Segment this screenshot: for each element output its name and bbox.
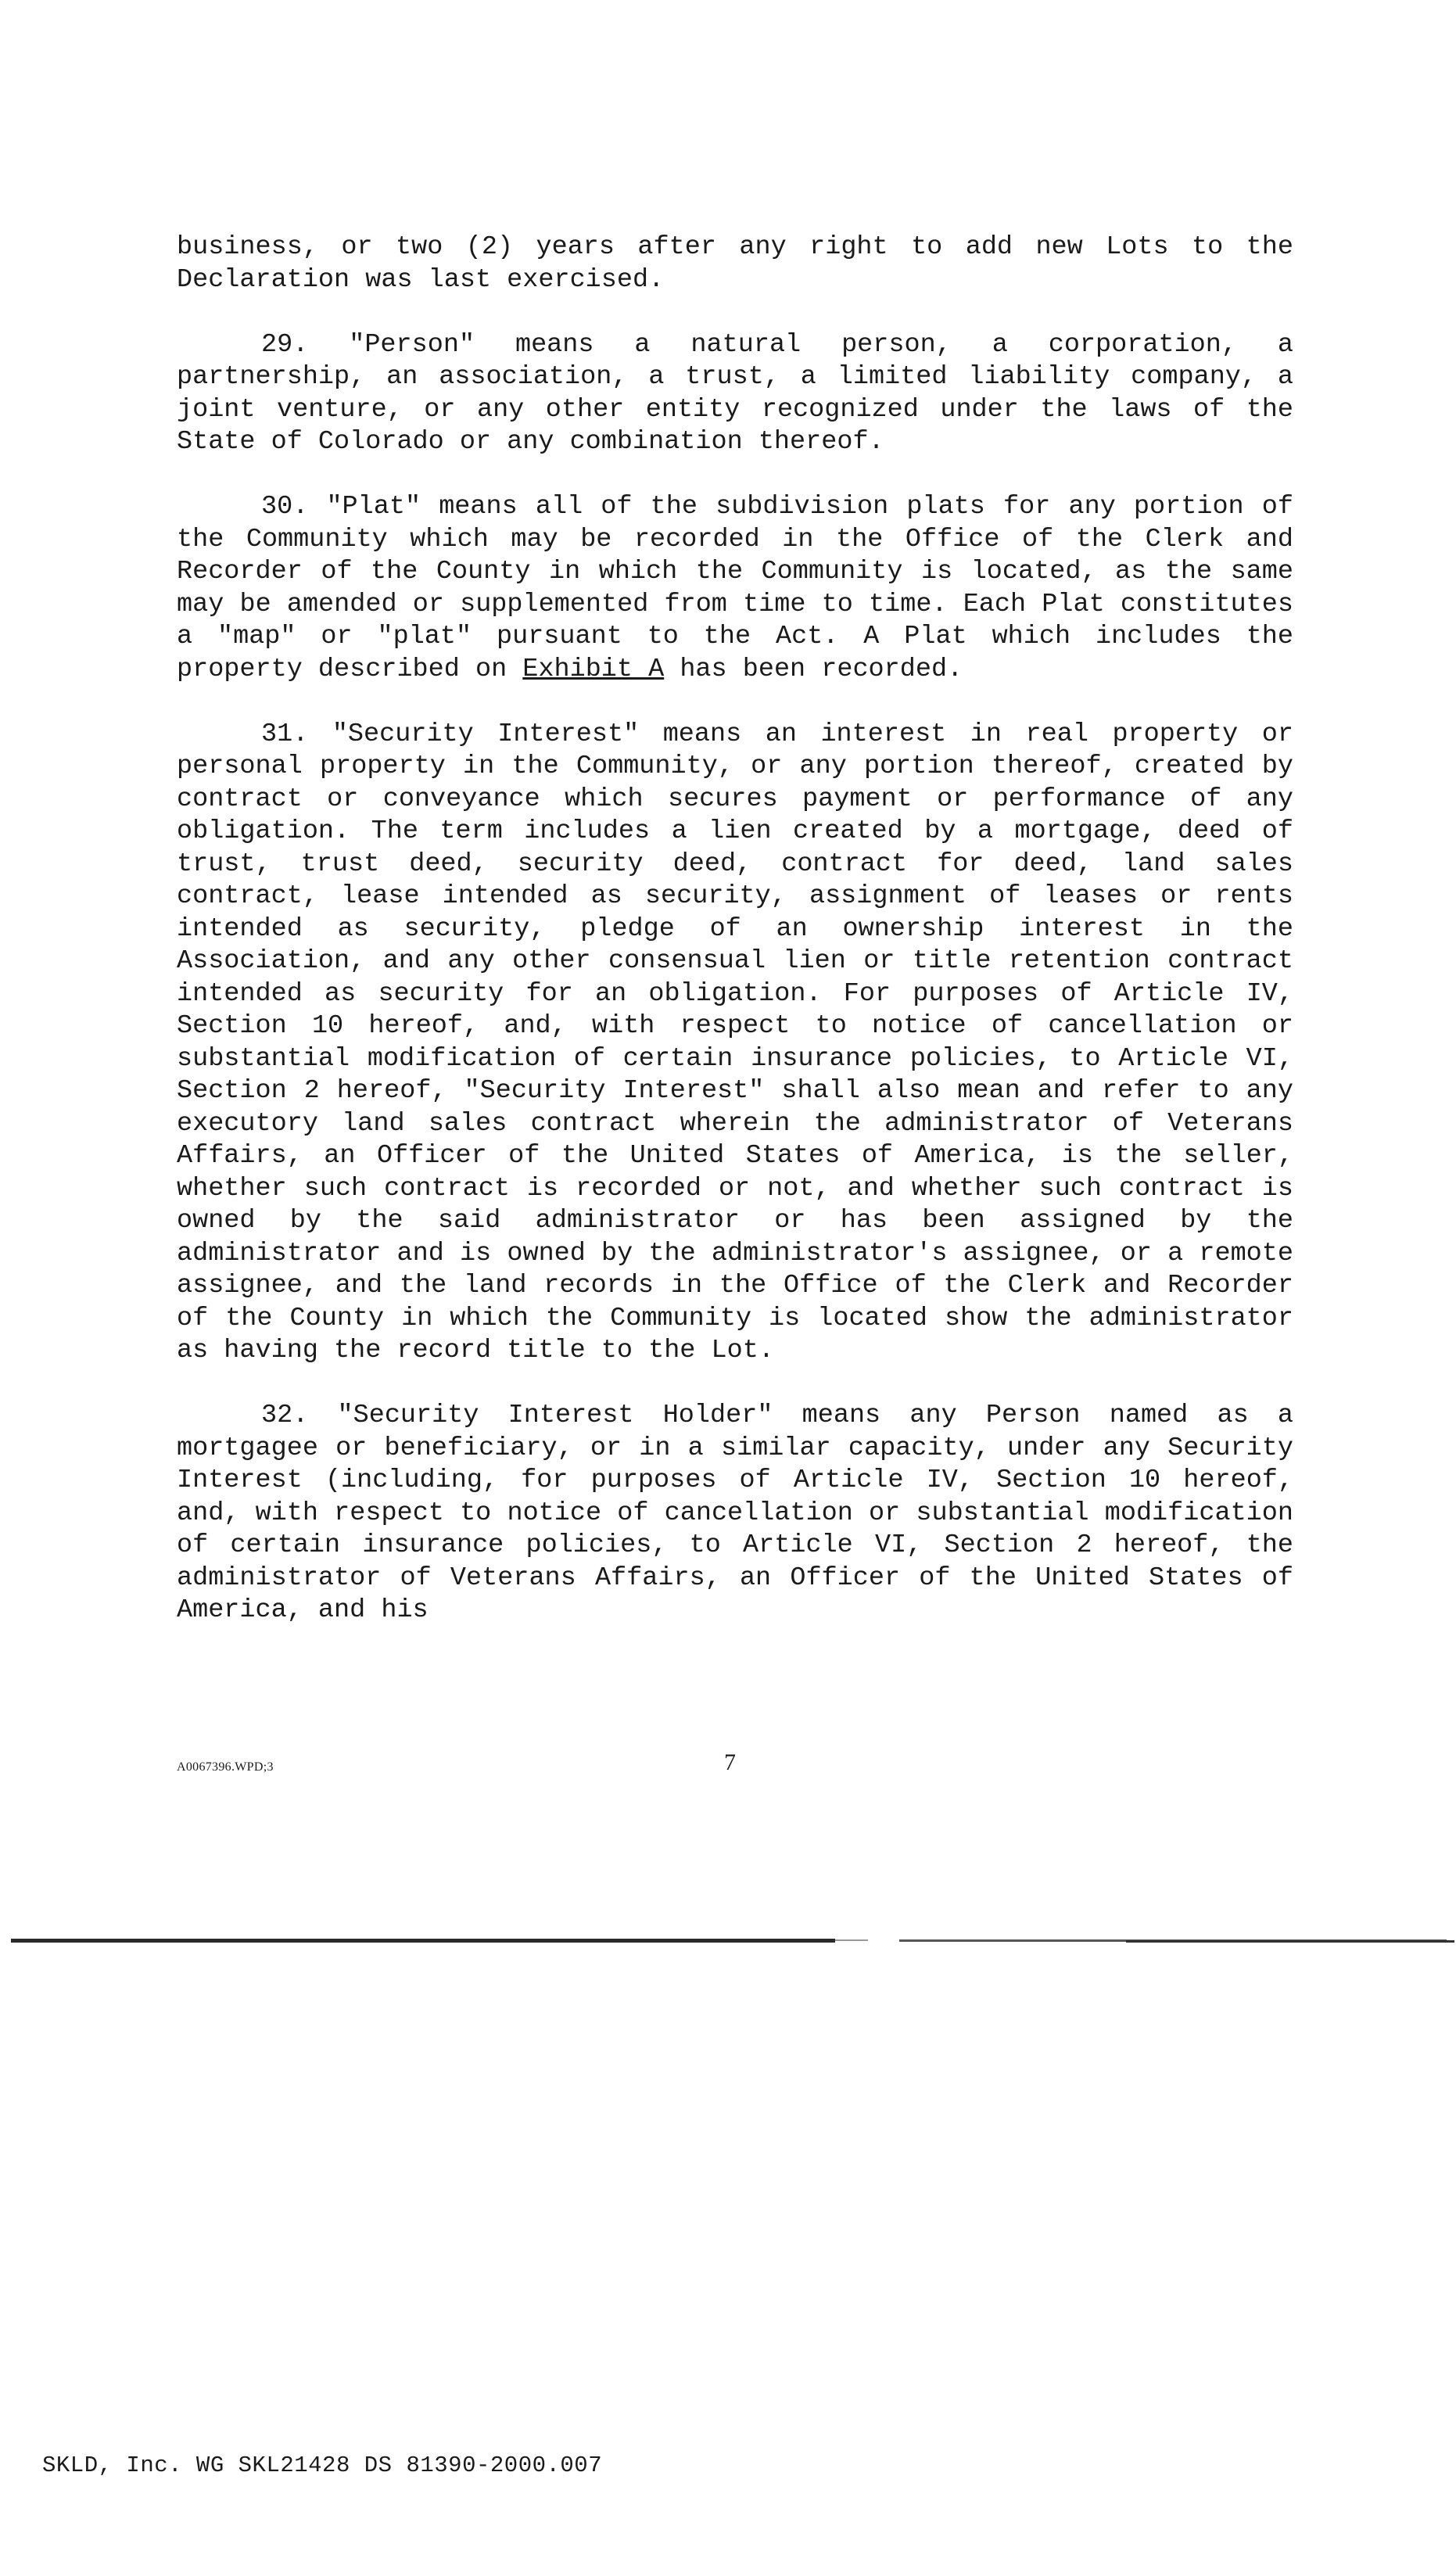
paragraph-30-plat: [177, 491, 1293, 686]
paragraph-30-text-after: has been recorded.: [664, 654, 963, 684]
paragraph-29-person: 29. "Person" means a natural person, a corporation, a partnership, an association, a trust, a limited liability company, a joint venture, or any other entity recognized under the laws of the State of Colorado or any combination thereof.: [177, 329, 1293, 457]
page-separator-rule: [11, 1939, 835, 1943]
paragraph-32-security-interest-holder: 32. "Security Interest Holder" means any Person named as a mortgagee or beneficiary, or in a similar capacity, under any Security Interest (including, for purposes of Article IV, Section 10 hereof, and, with respect to notice of cancellation or substantial modification of certain insurance policies, to Article VI, Section 2 hereof, the administrator of Veterans Affairs, an Officer of the United States of America, and his: [177, 1401, 1293, 1625]
paragraph-30-text-before: 30. "Plat" means all of the subdivision plats for any portion of the Community which may be recorded in the Office of the Clerk and Recorder of the County in which the Community is located, as the same may be amended or supplemented from time to time. Each Plat constitutes a "map" or "plat" pursuant to the Act. A Plat which includes the property described on: [177, 492, 1293, 684]
exhibit-a-reference: Exhibit A: [522, 654, 665, 684]
recording-stamp: SKLD, Inc. WG SKL21428 DS 81390-2000.007: [42, 2452, 603, 2478]
paragraph-continuation: business, or two (2) years after any right to add new Lots to the Declaration was last exercised.: [177, 232, 1293, 295]
footer-document-id: A0067396.WPD;3: [177, 1760, 274, 1774]
paragraph-31-security-interest: 31. "Security Interest" means an interest in real property or personal property in the Community, or any portion thereof, created by contract or conveyance which secures payment or performance of any obligation. The term includes a lien created by a mortgage, deed of trust, trust deed, security deed, contract for deed, land sales contract, lease intended as security, assignment of leases or rents intended as security, pledge of an ownership interest in the Association, and any other consensual lien or title retention contract intended as security for an obligation. For purposes of Article IV, Section 10 hereof, and, with respect to notice of cancellation or substantial modification of certain insurance policies, to Article VI, Section 2 hereof, "Security Interest" shall also mean and refer to any executory land sales contract wherein the administrator of Veterans Affairs, an Officer of the United States of America, is the seller, whether such contract is recorded or not, and whether such contract is owned by the said administrator or has been assigned by the administrator and is owned by the administrator's assignee, or a remote assignee, and the land records in the Office of the Clerk and Recorder of the County in which the Community is located show the administrator as having the record title to the Lot.: [177, 719, 1293, 1365]
document-body: [177, 231, 1293, 1659]
page-separator-rule-right-dark: [1126, 1940, 1454, 1943]
page-number: 7: [724, 1749, 736, 1775]
page-separator-rule-faint: [835, 1939, 868, 1941]
